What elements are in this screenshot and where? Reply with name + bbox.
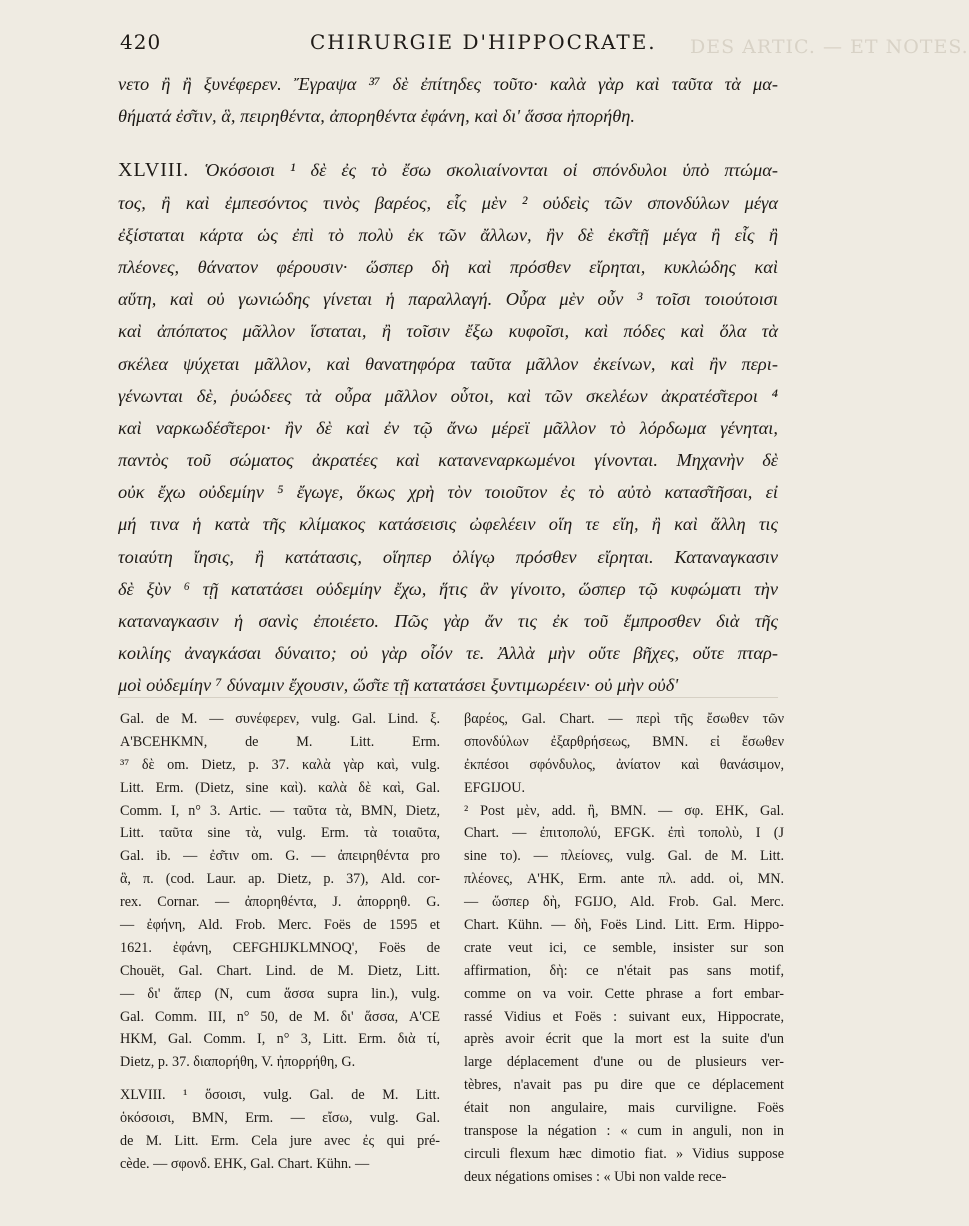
text-line: γένωνται δὲ, ῥυώδεες τὰ οὖρα μᾶλλον οὗτοι, καὶ τῶν σκελέων ἀκρατέσ͂τεροι ⁴ (118, 385, 778, 406)
text-line: παντὸς τοῦ σώματος ἀκρατέες καὶ κατανεναρκωμένοι γίνονται. Μηχανὴν δὲ (118, 450, 778, 471)
text-line: — ὥσπερ δὴ, FGIJO, Ald. Frob. Gal. Merc. (464, 894, 784, 911)
chapter-number: XLVIII. (118, 159, 190, 182)
text-line: A'BCEHKMN, de M. Litt. Erm. (120, 733, 440, 750)
text-line: HKM, Gal. Comm. I, n° 3, Litt. Erm. διὰ τί, (120, 1031, 440, 1048)
text-line: 1621. ἐφάνη, CEFGHIJKLMNOQ', Foës de (120, 939, 440, 956)
text-line: Litt. ταῦτα sine τὰ, vulg. Erm. τὰ τοιαῦτα, (120, 825, 440, 842)
text-line: νετο ἢ ἢ ξυνέφερεν. Ἔγραψα ³⁷ δὲ ἐπίτηδες τοῦτο· καλὰ γὰρ καὶ ταῦτα τὰ μα- (118, 74, 778, 94)
paragraph-gap (118, 132, 778, 154)
text-line: — ἐφήνη, Ald. Frob. Merc. Foës de 1595 et (120, 917, 440, 934)
text-line: était non angulaire, mais curviligne. Foës (464, 1100, 784, 1117)
text-line: σκέλεα ψύχεται μᾶλλον, καὶ θανατηφόρα ταῦτα μᾶλλον ἐκείνων, καὶ ἢν περι- (118, 353, 778, 374)
text-line: transpose la négation : « cum in anguli, non in (464, 1123, 784, 1140)
text-line: Dietz, p. 37. διαπορήθη, V. ἠπορρήθη, G. (120, 1054, 356, 1071)
text-line: rassé Vidius et Foës : suivant eux, Hippocrate, (464, 1008, 784, 1025)
text-line: κοιλίης ἀναγκάσαι δύναιτο; οὐ γὰρ οἷόν τε. Ἀλλὰ μὴν οὔτε βῆχες, οὔτε πταρ- (118, 643, 778, 664)
text-line: Chart. — ἐπιτοπολύ, EFGK. ἐπὶ τοπολὺ, I (J (464, 825, 784, 842)
text-line: Comm. I, n° 3. Artic. — ταῦτα τὰ, BMN, Dietz, (120, 802, 440, 819)
text-line: Gal. Comm. III, n° 50, de M. δι' ἅσσα, A'CE (120, 1008, 440, 1025)
text-line: affirmation, δὴ: ce n'était pas sans motif, (464, 962, 784, 979)
text-line: circuli flexum hæc dimotio fiat. » Vidius suppose (464, 1145, 784, 1162)
text-line: crate veut ici, ce semble, insister sur son (464, 939, 784, 956)
text-line: πλέονες, θάνατον φέρουσιν· ὥσπερ δὴ καὶ πρόσθεν εἴρηται, κυκλώδης καὶ (118, 256, 778, 277)
text-line: βαρέος, Gal. Chart. — περὶ τῆς ἔσωθεν τῶν (464, 711, 784, 727)
footnotes-right-column (464, 708, 784, 1189)
text-line: Gal. de M. — συνέφερεν, vulg. Gal. Lind. ξ. (120, 711, 440, 727)
text-line: ³⁷ δὲ om. Dietz, p. 37. καλὰ γὰρ καὶ, vulg. (120, 756, 440, 773)
text-line: τος, ἢ καὶ ἐμπεσόντος τινὸς βαρέος, εἷς μὲν ² οὐδεὶς τῶν σπονδύλων μέγα (118, 192, 778, 213)
running-title: CHIRURGIE D'HIPPOCRATE. (310, 30, 657, 54)
text-line: Chart. Kühn. — δὴ, Foës Lind. Litt. Erm. Hippo- (464, 917, 784, 934)
text-line: θήματά ἐσ͂τιν, ἃ, πειρηθέντα, ἀπορηθέντα ἐφάνη, καὶ δι' ἅσσα ἠπορήθη. (118, 106, 635, 127)
text-line: ἐκπέσοι σφόνδυλος, ἀνίατον καὶ θανάσιμον, (464, 756, 784, 773)
page-header (120, 30, 969, 60)
text-line: comme on va voir. Cette phrase a fort embar- (464, 985, 784, 1002)
main-greek-text (118, 68, 778, 702)
text-line: ἃ, π. (cod. Laur. ap. Dietz, p. 37), Ald. cor- (120, 871, 440, 888)
text-line: tèbres, n'avait pas pu dire que ce déplacement (464, 1077, 784, 1094)
text-line: σπονδύλων ἐξαρθρήσεως, BMN. εἰ ἔσωθεν (464, 733, 784, 750)
text-line: Gal. ib. — ἐσ͂τιν om. G. — ἀπειρηθέντα pro (120, 848, 440, 865)
text-line: — δι' ἅπερ (N, cum ἅσσα supra lin.), vulg. (120, 985, 440, 1002)
text-line: sine το). — πλείονες, vulg. Gal. de M. Litt. (464, 848, 784, 865)
text-line: μοὶ οὐδεμίην ⁷ δύναμιν ἔχουσιν, ὥσ͂τε τῇ κατατάσει ξυντιμωρέειν· οὐ μὴν οὐδ' (118, 675, 679, 696)
text-line: ἐξίσταται κάρτα ὡς ἐπὶ τὸ πολὺ ἐκ τῶν ἄλλων, ἢν δὲ ἐκσ͂τῇ μέγα ἢ εἷς ἢ (118, 224, 778, 245)
text-line: δὲ ξὺν ⁶ τῇ κατατάσει οὐδεμίην ἔχω, ἥτις ἂν γίνοιτο, ὥσπερ τῷ κυφώματι τὴν (118, 578, 778, 599)
text-line: EFGIJOU. (464, 779, 526, 796)
footnote-divider (118, 697, 778, 698)
text-line: καταναγκασιν ἡ σανὶς ἐποιέετο. Πῶς γὰρ ἄν τις ἐκ τοῦ ἔμπροσθεν διὰ τῆς (118, 611, 778, 631)
page-number: 420 (120, 30, 162, 54)
text-line: après avoir écrit que la mort est la suite d'un (464, 1031, 784, 1048)
text-line: καὶ ἀπόπατος μᾶλλον ἵσταται, ἢ τοῖσιν ἔξω κυφοῖσι, καὶ πόδες καὶ ὅλα τὰ (118, 321, 778, 342)
text-line: XLVIII. ¹ ὅσοισι, vulg. Gal. de M. Litt. (120, 1087, 440, 1104)
text-line: rex. Cornar. — ἀπορηθέντα, J. ἀπορρηθ. G. (120, 894, 440, 911)
text-line: καὶ ναρκωδέσ͂τεροι· ἢν δὲ καὶ ἐν τῷ ἄνω μέρεϊ μᾶλλον τὸ λόρδωμα γένηται, (118, 417, 778, 438)
text-line: cède. — σφονδ. EHK, Gal. Chart. Kühn. — (120, 1155, 370, 1172)
paragraph-gap (120, 1074, 440, 1084)
text-line: πλέονες, A'HK, Erm. ante πλ. add. οἱ, MN. (464, 871, 784, 888)
footnotes-left-column (120, 708, 440, 1176)
text-line: μή τινα ἡ κατὰ τῆς κλίμακος κατάσεισις ὠφελέειν οἵη τε εἴη, ἢ καὶ ἄλλη τις (118, 514, 778, 535)
text-line: XLVIII. Ὁκόσοισι ¹ δὲ ἐς τὸ ἔσω σκολιαίνονται οἱ σπόνδυλοι ὑπὸ πτώμα- (118, 159, 778, 182)
text-line: τοιαύτη ἴησις, ἢ κατάτασις, οἵηπερ ὀλίγῳ πρόσθεν εἴρηται. Καταναγκασιν (118, 546, 778, 567)
text-line: Litt. Erm. (Dietz, sine καὶ). καλὰ δὲ καὶ, Gal. (120, 779, 440, 796)
text-line: deux négations omises : « Ubi non valde rece- (464, 1168, 727, 1185)
text-line: οὐκ ἔχω οὐδεμίην ⁵ ἔγωγε, ὅκως χρὴ τὸν τοιοῦτον ἐς τὸ αὐτὸ κατασ͂τῆσαι, εἰ (118, 482, 778, 503)
text-line: de M. Litt. Erm. Cela jure avec ἐς qui pré- (120, 1133, 440, 1150)
text-line: ² Post μὲν, add. ἢ, BMN. — σφ. EHK, Gal. (464, 802, 784, 819)
text-line: ὁκόσοισι, BMN, Erm. — εἴσω, vulg. Gal. (120, 1110, 440, 1127)
text-line: Chouët, Gal. Chart. Lind. de M. Dietz, Litt. (120, 962, 440, 979)
text-line: large déplacement d'une ou de plusieurs ver- (464, 1054, 784, 1071)
bleed-through-text: DES ARTIC. — ET NOTES. (690, 36, 969, 58)
text-line: αὕτη, καὶ οὐ γωνιώδης γίνεται ἡ παραλλαγή. Οὖρα μὲν οὖν ³ τοῖσι τοιούτοισι (118, 289, 778, 310)
